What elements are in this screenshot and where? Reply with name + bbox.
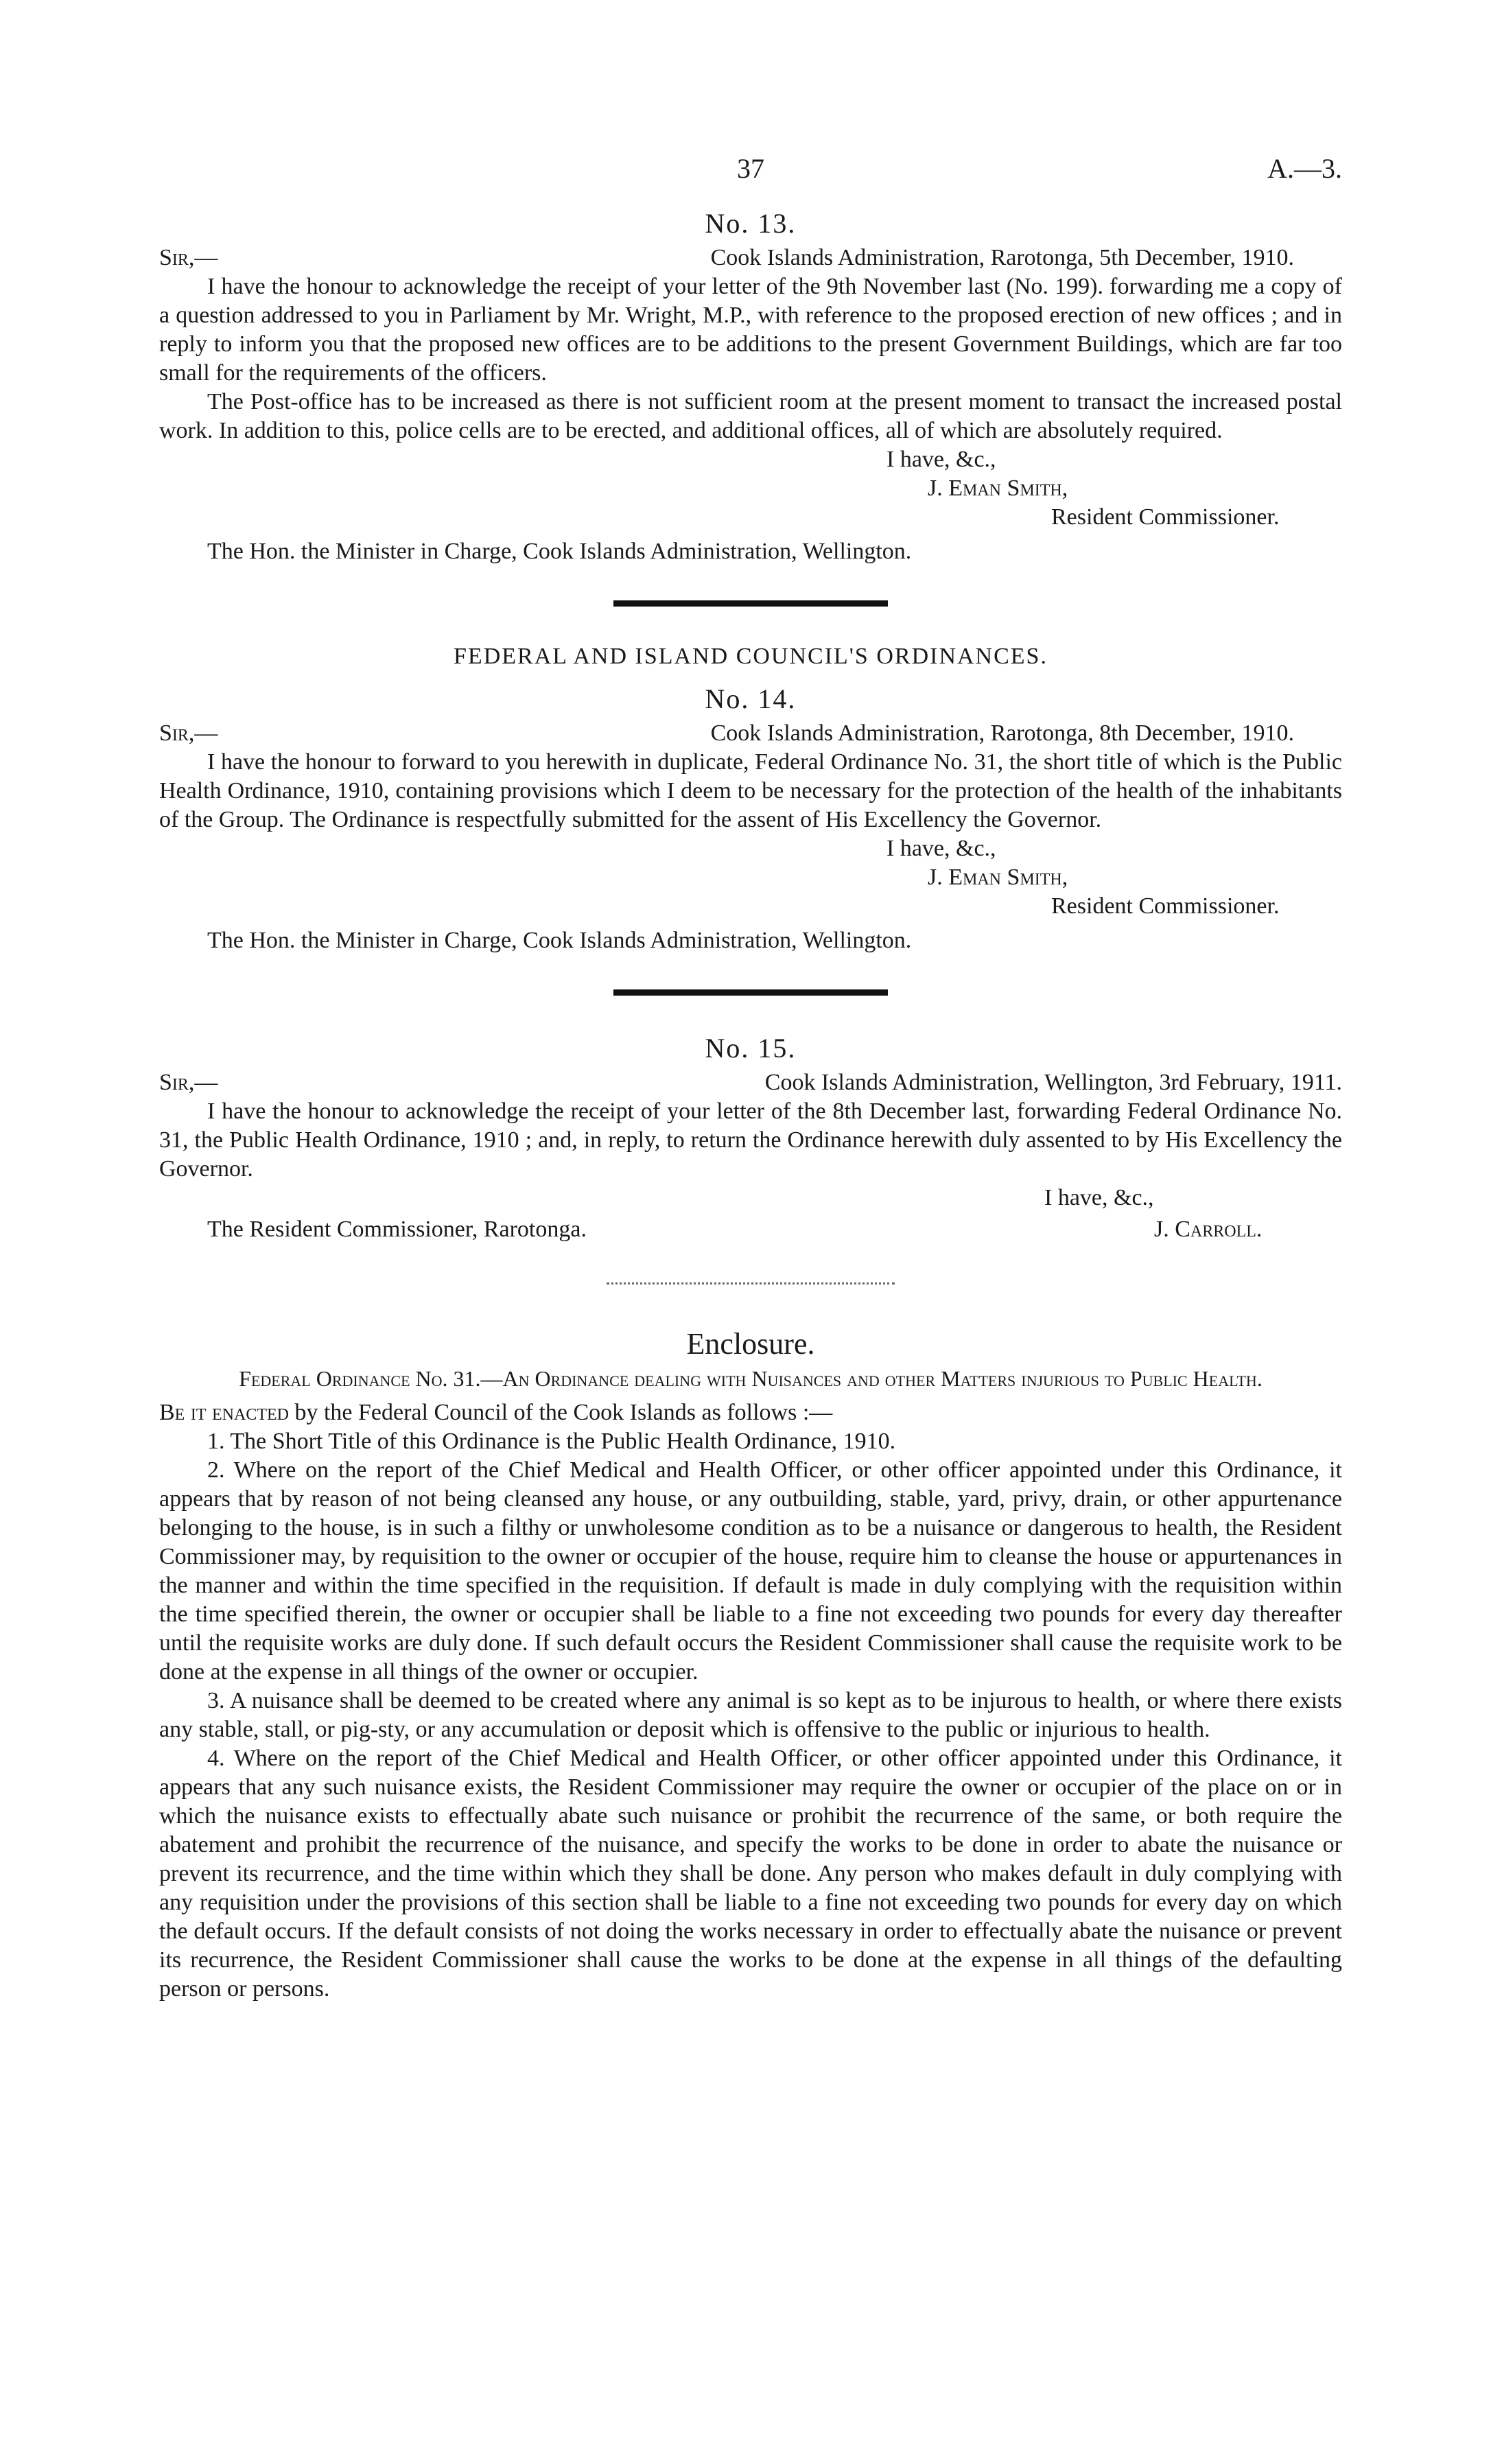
letter-number: No. 15.	[705, 1033, 797, 1064]
letter-number: No. 14.	[705, 683, 797, 714]
signatory-title: Resident Commissioner.	[1051, 893, 1280, 919]
page-header	[159, 154, 1342, 196]
addressee: The Hon. the Minister in Charge, Cook Islands Administration, Wellington.	[207, 539, 912, 564]
closing-row	[159, 1184, 1342, 1212]
enacting-rest: by the Federal Council of the Cook Islands as follows :—	[288, 1400, 833, 1425]
page-number: 37	[737, 153, 764, 184]
clause: 1. The Short Title of this Ordinance is the Public Health Ordinance, 1910.	[207, 1429, 896, 1454]
closing: I have, &c.,	[887, 447, 996, 472]
clause: 4. Where on the report of the Chief Medical and Health Officer, or other officer appointed under this Ordinance, it appears that any such nuisance exists, the Resident Commissioner may require the owner or occupier of the place on or in which the nuisance exists to effectually abate such nuisance or prohibit the recurrence of the same, or both require the abatement and prohibit the recurrence of the nuisance, and specify the works to be done in order to abate the nuisance or prevent its recurrence, and the time within which they shall be done. Any person who makes default in duly complying with any requisition under the provisions of this section shall be liable to a fine not exceeding two pounds for every day on which the default occurs. If the default consists of not doing the works necessary in order to effectually abate the nuisance or prevent its recurrence, the Resident Commissioner shall cause the works to be done at the expense in all things of the defaulting person or persons.	[159, 1746, 1342, 2002]
paragraph: I have the honour to acknowledge the receipt of your letter of the 8th December last, forwarding Federal Ordinance No. 31, the Public Health Ordinance, 1910 ; and, in reply, to return the Ordinance herewith duly assented to by His Excellency the Governor.	[159, 1099, 1342, 1182]
clause: 3. A nuisance shall be deemed to be created where any animal is so kept as to be injurous to health, or where there exists any stable, stall, or pig-sty, or any accumulation or deposit which is offensive to the public or injurious to health.	[159, 1688, 1342, 1742]
enacting-clause	[159, 1398, 1342, 1427]
dateline: Cook Islands Administration, Rarotonga, 5th December, 1910.	[710, 245, 1294, 270]
enclosure	[159, 1326, 1342, 2004]
enclosure-heading: Enclosure.	[686, 1327, 815, 1361]
letter-13	[159, 207, 1342, 566]
addressee: The Resident Commissioner, Rarotonga.	[207, 1217, 587, 1242]
letter-14	[159, 642, 1342, 955]
dateline: Cook Islands Administration, Rarotonga, 8th December, 1910.	[710, 720, 1294, 746]
salutation: Sir,—	[159, 245, 218, 270]
signature: J. Eman Smith,	[928, 476, 1068, 501]
closing: I have, &c.,	[887, 836, 996, 861]
salutation: Sir,—	[159, 720, 218, 746]
addressee-signature-row	[159, 1215, 1342, 1244]
section-divider	[613, 600, 888, 607]
salutation-line	[159, 719, 1342, 748]
document-reference: A.—3.	[1267, 153, 1342, 184]
salutation-line	[159, 244, 1342, 272]
section-divider	[613, 989, 888, 996]
addressee: The Hon. the Minister in Charge, Cook Islands Administration, Wellington.	[207, 928, 912, 953]
clause: 2. Where on the report of the Chief Medical and Health Officer, or other officer appointed under this Ordinance, it appears that by reason of not being cleansed any house, or any outbuilding, stable, yard, privy, drain, or other appurtenance belonging to the house, is in such a filthy or unwholesome condition as to be a nuisance or dangerous to health, the Resident Commissioner may, by requisition to the owner or occupier of the house, require him to cleanse the house or appurtenances in the manner and within the time specified in the requisition. If default is made in duly complying with the requisition within the time specified therein, the owner or occupier shall be liable to a fine not exceeding two pounds for every day thereafter until the requisite works are duly done. If such default occurs the Resident Commissioner shall cause the requisite work to be done at the expense in all things of the owner or occupier.	[159, 1457, 1342, 1685]
letter-number: No. 13.	[705, 208, 797, 239]
enacting-lead: Be it enacted	[159, 1400, 289, 1425]
signature: J. Carroll.	[1154, 1217, 1263, 1242]
paragraph: I have the honour to acknowledge the receipt of your letter of the 9th November last (No. 199). forwarding me a copy of a question addressed to you in Parliament by Mr. Wright, M.P., with reference to the proposed erection of new offices ; and in reply to inform you that the proposed new offices are to be additions to the present Government Buildings, which are far too small for the requirements of the officers.	[159, 274, 1342, 386]
letter-15	[159, 1031, 1342, 1244]
section-title: FEDERAL AND ISLAND COUNCIL'S ORDINANCES.	[454, 644, 1048, 669]
paragraph: I have the honour to forward to you herewith in duplicate, Federal Ordinance No. 31, the short title of which is the Public Health Ordinance, 1910, containing provisions which I deem to be necessary for the protection of the health of the inhabitants of the Group. The Ordinance is respectfully submitted for the assent of His Excellency the Governor.	[159, 749, 1342, 832]
document-page	[159, 154, 1342, 2004]
signatory-title: Resident Commissioner.	[1051, 504, 1280, 530]
signature: J. Eman Smith,	[928, 865, 1068, 890]
dateline: Cook Islands Administration, Wellington, 3rd February, 1911.	[764, 1070, 1342, 1095]
salutation: Sir,—	[159, 1070, 218, 1095]
closing: I have, &c.,	[1044, 1185, 1154, 1210]
dotted-divider	[607, 1282, 895, 1284]
ordinance-title: Federal Ordinance No. 31.—An Ordinance dealing with Nuisances and other Matters injurious to Public Health.	[239, 1366, 1263, 1391]
paragraph: The Post-office has to be increased as there is not sufficient room at the present moment to transact the increased postal work. In addition to this, police cells are to be erected, and additional offices, all of which are absolutely required.	[159, 389, 1342, 443]
salutation-line	[159, 1068, 1342, 1097]
